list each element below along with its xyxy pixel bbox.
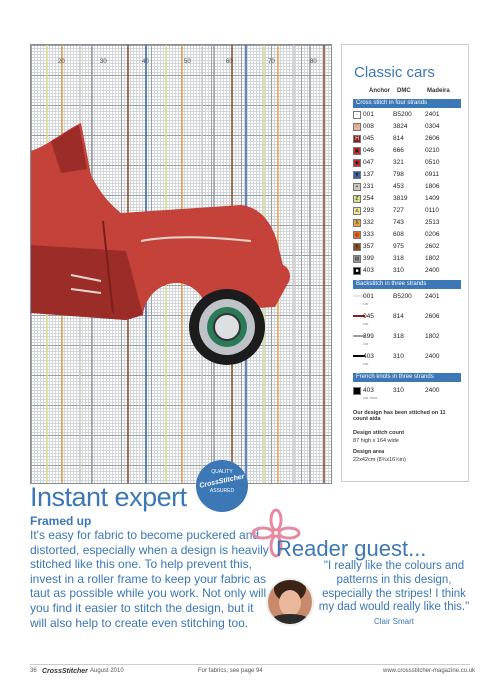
stitch-count-value: 87 high x 164 wide (353, 438, 399, 444)
thread-code-a: 045 (363, 135, 374, 142)
thread-code-a: 008 (363, 123, 374, 130)
footer-fabric-note: For fabrics, see page 94 (198, 668, 263, 674)
thread-code-m: 2606 (425, 313, 440, 320)
thread-code-d: 318 (393, 255, 404, 262)
article-body: It's easy for fabric to become puckered and distorted, especially when a design is heavily stitched like this one. To help prevent this, invest in a roller frame to keep your fabric as taut as possible while you work. Not only will you find it easier to stitch the design, but it will also help to create even stitching too. (30, 528, 269, 630)
key-row (353, 218, 461, 228)
key-row (353, 134, 461, 144)
symbol-swatch: ▣ (354, 148, 360, 154)
thread-code-m: 0210 (425, 147, 440, 154)
symbol-swatch: ∆ (353, 207, 361, 215)
thread-code-d: 727 (393, 207, 404, 214)
thread-code-a: 403 (363, 267, 374, 274)
thread-code-d: 3824 (393, 123, 408, 130)
ruler-number: 80 (310, 59, 317, 65)
article-subhead: Framed up (30, 514, 92, 528)
thread-code-m: 2400 (425, 353, 440, 360)
thread-code-d: 310 (393, 353, 404, 360)
thread-code-d: B5200 (393, 293, 412, 300)
thread-code-m: 0110 (425, 207, 439, 214)
thread-code-m: 0911 (425, 171, 439, 178)
thread-code-d: 814 (393, 313, 404, 320)
reader-avatar (266, 578, 314, 626)
page-number: 36 (30, 668, 37, 674)
key-row (353, 266, 461, 276)
thread-code-d: 321 (393, 159, 404, 166)
wheel-hub (214, 314, 240, 340)
footer-brand: CrossStitcher (42, 668, 88, 675)
badge-top: QUALITY (211, 469, 233, 475)
symbol-swatch: X (353, 219, 361, 227)
symbol-swatch: ♡ (354, 124, 360, 130)
key-row (353, 254, 461, 264)
key-row (353, 158, 461, 168)
symbol-swatch: ◎ (354, 232, 360, 238)
thread-code-m: 1806 (425, 183, 440, 190)
article-title: Instant expert (30, 482, 187, 512)
quality-assured-badge (196, 460, 248, 512)
thread-code-m: 2513 (425, 219, 440, 226)
thread-code-a: 357 (363, 243, 374, 250)
footer-rule (30, 664, 470, 665)
thread-stripe (323, 45, 325, 483)
key-row (353, 194, 461, 204)
thread-code-d: 975 (393, 243, 404, 250)
footer-date: August 2010 (90, 668, 124, 674)
thread-code-m: 2400 (425, 267, 440, 274)
symbol-swatch: H (353, 135, 361, 143)
stitch-count-label: Design stitch count (353, 430, 405, 436)
quote-text: "I really like the colours and patterns in this design, especially the stripes! I think my dad would really like this." (318, 560, 470, 614)
key-row (353, 312, 461, 326)
key-row (353, 386, 461, 400)
ruler-number: 70 (268, 59, 275, 65)
symbol-swatch: Z (353, 195, 361, 203)
chart-artwork (31, 45, 331, 483)
thread-code-m: 0206 (425, 231, 440, 238)
col-madeira: Madeira (427, 88, 450, 94)
thread-code-a: 001 (363, 111, 374, 118)
col-anchor: Anchor (369, 88, 390, 94)
thread-stripe (293, 45, 295, 483)
thread-code-a: 231 (363, 183, 374, 190)
symbol-swatch: ▼ (354, 172, 360, 178)
symbol-swatch: # (353, 243, 361, 251)
key-row (353, 170, 461, 180)
design-area-value: 22x42cm (8¾x16½in) (353, 457, 406, 463)
thread-code-d: 814 (393, 135, 404, 142)
thread-code-a: 333 (363, 231, 374, 238)
usage-note: car door (363, 395, 378, 400)
key-row (353, 146, 461, 156)
key-row (353, 332, 461, 346)
ruler-number: 20 (58, 59, 65, 65)
reader-guest-title: Reader guest... (276, 536, 427, 561)
thread-code-d: 310 (393, 387, 404, 394)
thread-code-m: 0304 (425, 123, 440, 130)
fabric-note: Our design has been stitched on 11 count aida (353, 410, 446, 422)
thread-code-a: 046 (363, 147, 374, 154)
thread-code-a: 403 (363, 353, 374, 360)
thread-code-m: 2606 (425, 135, 440, 142)
design-area-label: Design area (353, 449, 385, 455)
thread-code-a: 293 (363, 207, 374, 214)
section-french-knots: French knots in three strands (353, 373, 461, 382)
ruler-number: 40 (142, 59, 149, 65)
symbol-swatch (353, 387, 361, 395)
car-shadow (31, 245, 143, 320)
badge-bottom: ASSURED (209, 488, 235, 494)
footer-url: www.crossstitcher-magazine.co.uk (383, 668, 476, 674)
thread-code-m: 0510 (425, 159, 440, 166)
usage-note: car (363, 321, 369, 326)
thread-code-m: 2401 (425, 111, 440, 118)
thread-code-a: 399 (363, 255, 374, 262)
key-row (353, 242, 461, 252)
thread-code-a: 254 (363, 195, 374, 202)
reader-quote (314, 560, 474, 629)
thread-code-d: B5200 (393, 111, 412, 118)
reader-name: Clair Smart (373, 617, 414, 627)
thread-code-m: 1802 (425, 333, 440, 340)
thread-code-a: 045 (363, 313, 374, 320)
thread-code-m: 1802 (425, 255, 440, 262)
thread-code-m: 1409 (425, 195, 440, 202)
symbol-swatch: ▤ (354, 256, 360, 262)
thread-code-d: 608 (393, 231, 404, 238)
thread-code-a: 047 (363, 159, 374, 166)
ruler-number: 60 (226, 59, 233, 65)
thread-code-m: 2401 (425, 293, 440, 300)
thread-code-d: 798 (393, 171, 404, 178)
badge-brand: CrossStitcher (198, 473, 246, 490)
thread-stripe (309, 45, 311, 483)
ruler-number: 30 (100, 59, 107, 65)
thread-code-a: 399 (363, 333, 374, 340)
thread-code-a: 403 (363, 387, 374, 394)
key-row (353, 352, 461, 366)
usage-note: car (363, 361, 369, 366)
key-row (353, 230, 461, 240)
symbol-swatch: ◆ (353, 159, 361, 167)
thread-code-d: 3819 (393, 195, 408, 202)
key-title: Classic cars (354, 64, 435, 81)
section-backstitch: Backstitch in three strands (353, 280, 461, 289)
symbol-swatch: · (353, 111, 361, 119)
thread-code-a: 137 (363, 171, 374, 178)
usage-note: car (363, 301, 369, 306)
symbol-swatch: + (353, 183, 361, 191)
usage-note: car (363, 341, 369, 346)
key-row (353, 122, 461, 132)
thread-code-a: 332 (363, 219, 374, 226)
key-row (353, 110, 461, 120)
thread-code-d: 453 (393, 183, 404, 190)
thread-code-m: 2602 (425, 243, 440, 250)
section-cross-stitch: Cross stitch in four strands (353, 99, 461, 108)
cross-stitch-chart (30, 44, 332, 484)
thread-code-m: 2400 (425, 387, 440, 394)
thread-code-d: 318 (393, 333, 404, 340)
thread-code-a: 001 (363, 293, 374, 300)
key-row (353, 292, 461, 306)
col-dmc: DMC (397, 88, 411, 94)
ruler-number: 50 (184, 59, 191, 65)
thread-code-d: 310 (393, 267, 404, 274)
key-row (353, 182, 461, 192)
symbol-swatch: ■ (353, 267, 361, 275)
thread-code-d: 743 (393, 219, 404, 226)
thread-code-d: 666 (393, 147, 404, 154)
key-row (353, 206, 461, 216)
